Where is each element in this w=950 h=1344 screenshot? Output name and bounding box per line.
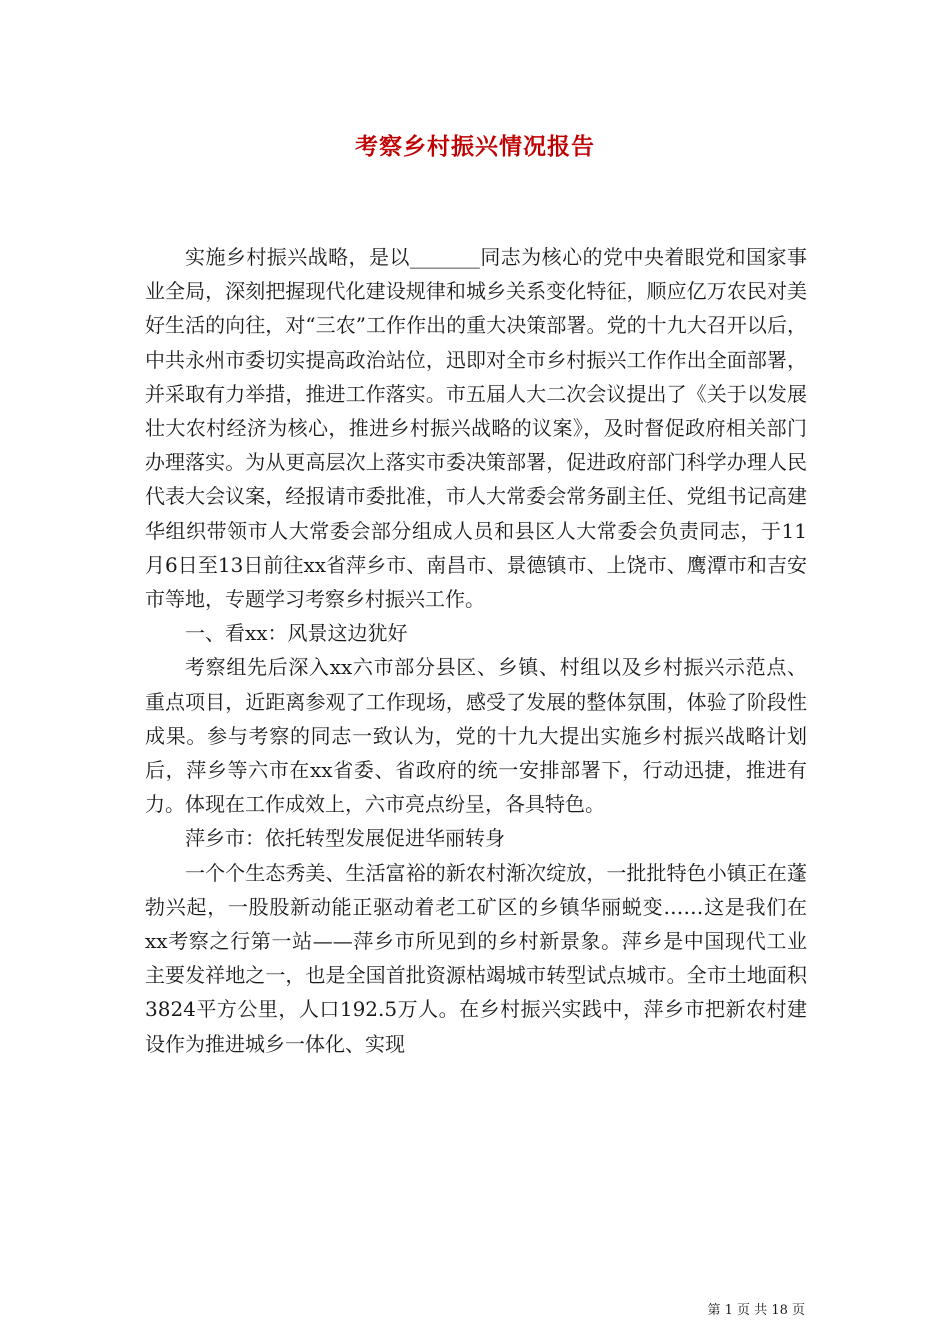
subheading-pingxiang: 萍乡市：依托转型发展促进华丽转身 [185, 826, 505, 851]
paragraph-overview: 考察组先后深入xx六市部分县区、乡镇、村组以及乡村振兴示范点、重点项目，近距离参观了工作现场，感受了发展的整体氛围，体验了阶段性成果。参与考察的同志一致认为，党的十九大提出实施乡村振兴战略计划后，萍乡等六市在xx省委、省政府的统一安排部署下，行动迅捷，推进有力。体现在工作成效上，六市亮点纷呈，各具特色。 [145, 655, 807, 817]
paragraph-intro: 实施乡村振兴战略，是以_______同志为核心的党中央着眼党和国家事业全局，深刻把握现代化建设规律和城乡关系变化特征，顺应亿万农民对美好生活的向往，对“三农”工作作出的重大决策部署。党的十九大召开以后，中共永州市委切实提高政治站位，迅即对全市乡村振兴工作作出全面部署，并采取有力举措，推进工作落实。市五届人大二次会议提出了《关于以发展壮大农村经济为核心，推进乡村振兴战略的议案》，及时督促政府相关部门办理落实。为从更高层次上落实市委决策部署，促进政府部门科学办理人民代表大会议案，经报请市委批准，市人大常委会常务副主任、党组书记高建华组织带领市人大常委会部分组成人员和县区人大常委会负责同志，于11月6日至13日前往xx省萍乡市、南昌市、景德镇市、上饶市、鹰潭市和吉安市等地，专题学习考察乡村振兴工作。 [145, 245, 807, 612]
page-number-footer: 第 1 页 共 18 页 [707, 1303, 805, 1318]
document-title: 考察乡村振兴情况报告 [355, 133, 595, 160]
section-heading-1: 一、看xx：风景这边犹好 [185, 621, 408, 646]
paragraph-pingxiang: 一个个生态秀美、生活富裕的新农村渐次绽放，一批批特色小镇正在蓬勃兴起，一股股新动能正驱动着老工矿区的乡镇华丽蜕变……这是我们在xx考察之行第一站——萍乡市所见到的乡村新景象。萍乡是中国现代工业主要发祥地之一，也是全国首批资源枯竭城市转型试点城市。全市土地面积3824平方公里，人口192.5万人。在乡村振兴实践中，萍乡市把新农村建设作为推进城乡一体化、实现 [145, 860, 807, 1056]
document-body [145, 240, 807, 1061]
